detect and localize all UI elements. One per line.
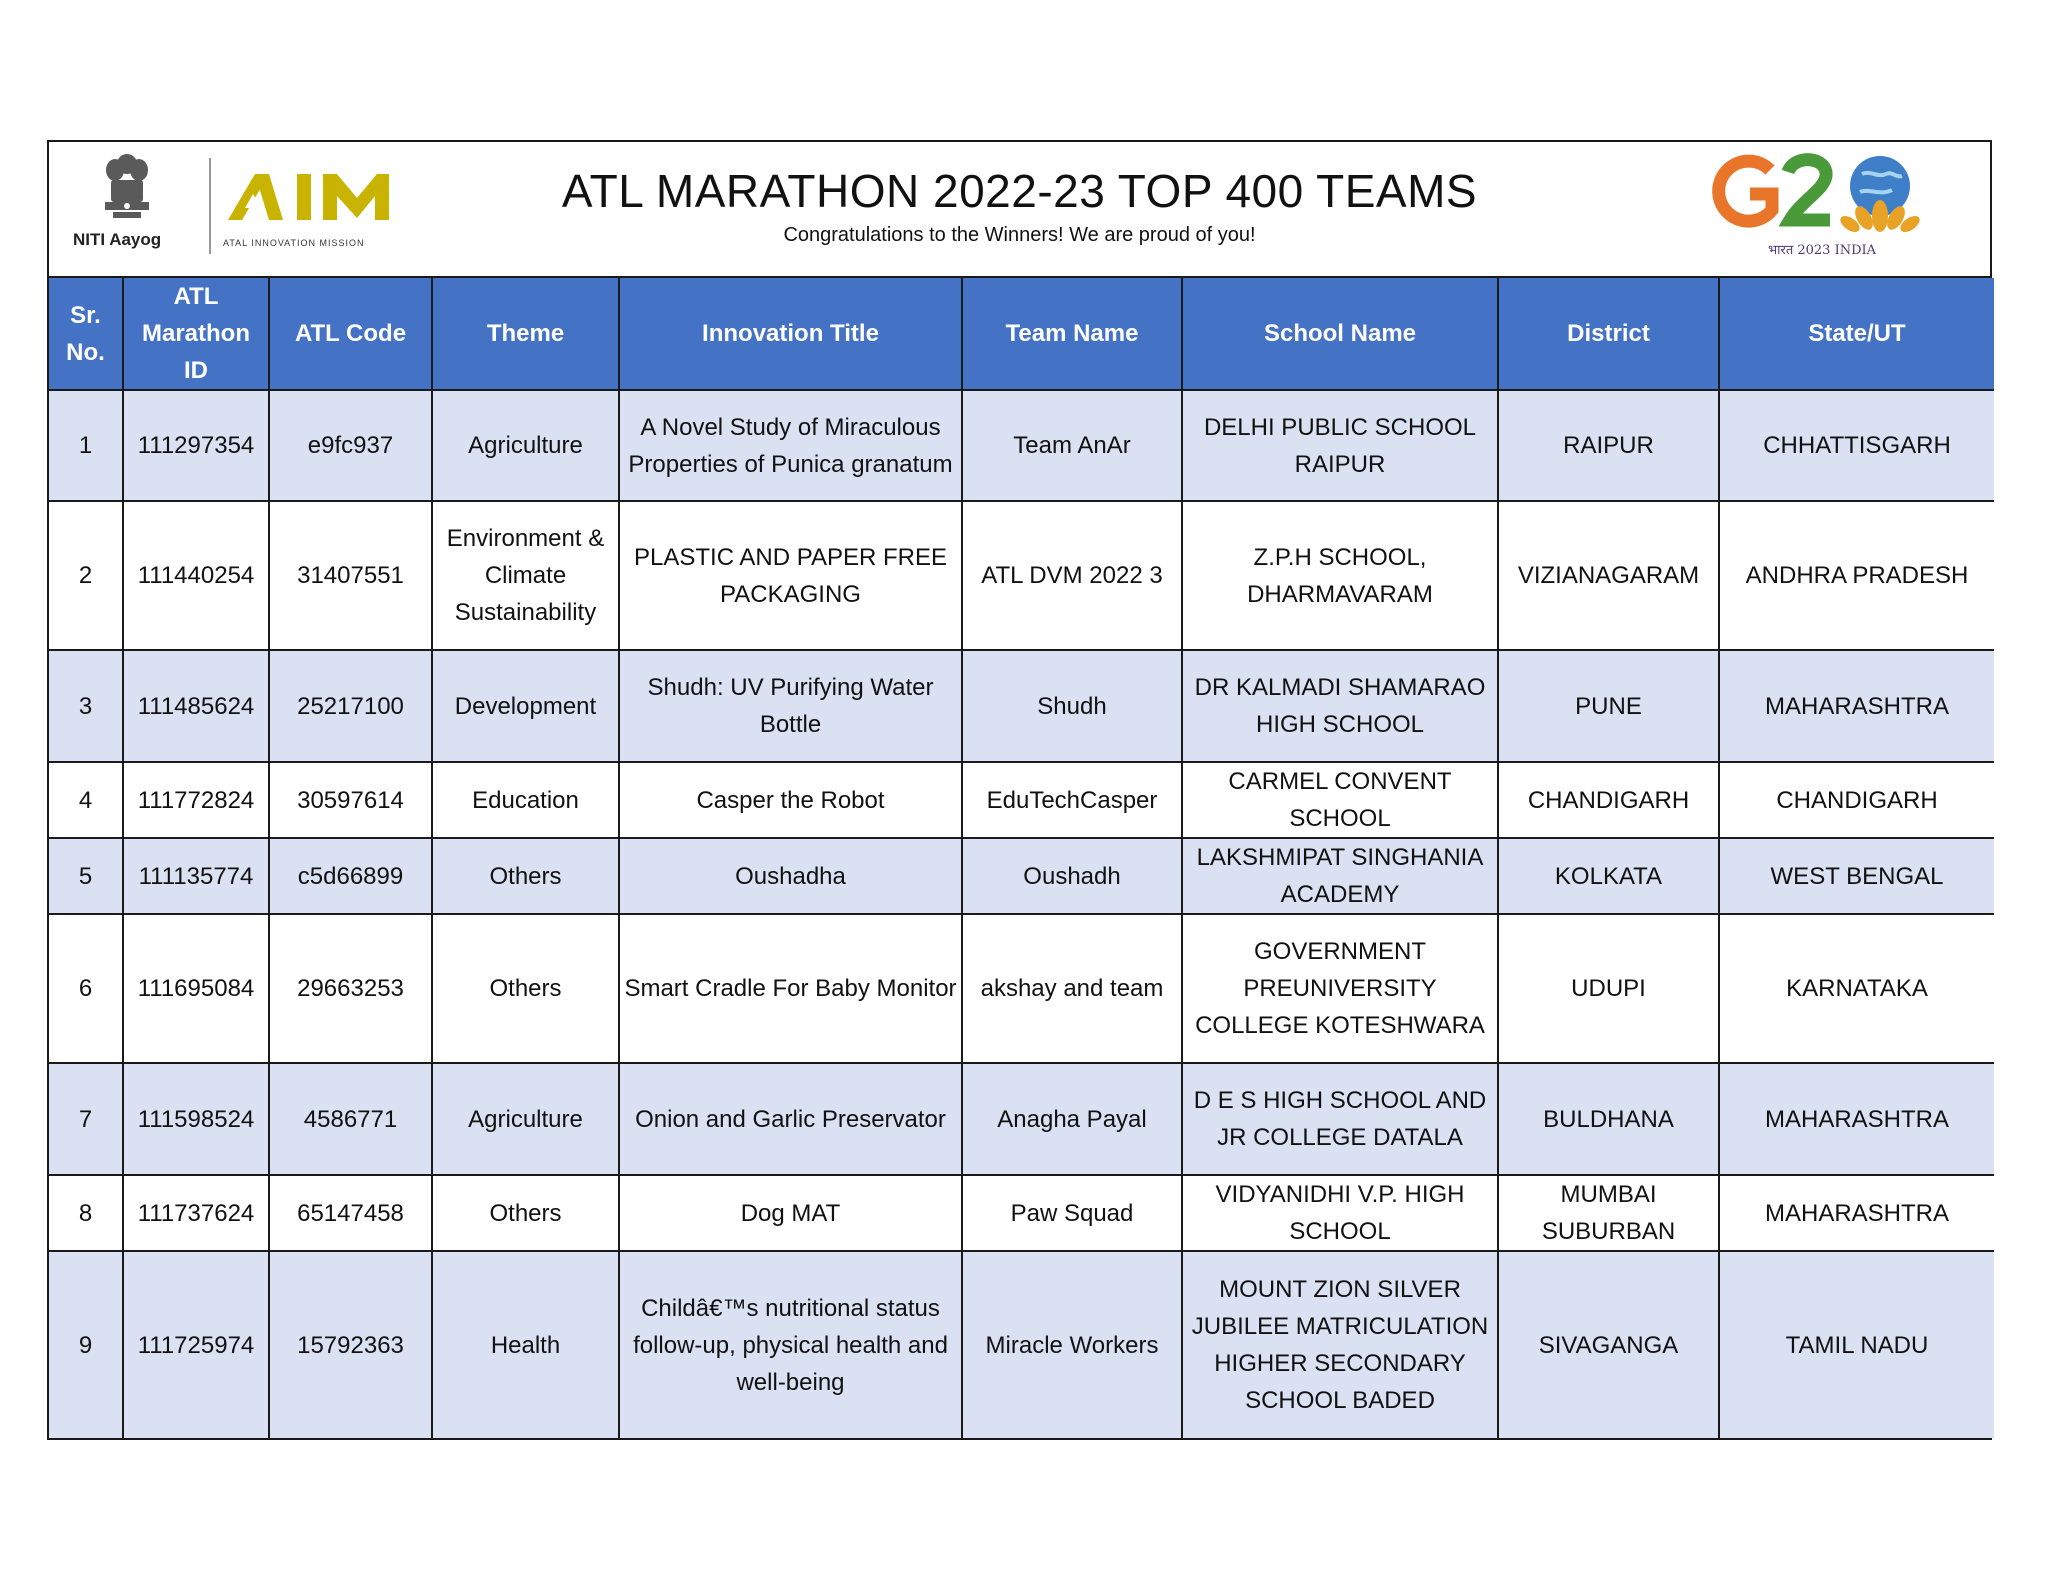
cell-state: ANDHRA PRADESH <box>1719 501 1994 650</box>
cell-marathon-id: 111297354 <box>123 390 269 501</box>
cell-school-name: DELHI PUBLIC SCHOOL RAIPUR <box>1182 390 1498 501</box>
cell-school-name: D E S HIGH SCHOOL AND JR COLLEGE DATALA <box>1182 1063 1498 1175</box>
cell-district: RAIPUR <box>1498 390 1719 501</box>
cell-team-name: Miracle Workers <box>962 1251 1182 1438</box>
cell-school-name: GOVERNMENT PREUNIVERSITY COLLEGE KOTESHWARA <box>1182 914 1498 1063</box>
cell-district: CHANDIGARH <box>1498 762 1719 838</box>
cell-state: KARNATAKA <box>1719 914 1994 1063</box>
cell-marathon-id: 111485624 <box>123 650 269 762</box>
cell-atl-code: e9fc937 <box>269 390 432 501</box>
cell-atl-code: 15792363 <box>269 1251 432 1438</box>
cell-sr-no: 2 <box>49 501 123 650</box>
cell-team-name: Shudh <box>962 650 1182 762</box>
table-row <box>49 1063 1994 1175</box>
niti-aayog-label: NITI Aayog <box>73 230 162 249</box>
cell-school-name: VIDYANIDHI V.P. HIGH SCHOOL <box>1182 1175 1498 1251</box>
cell-marathon-id: 111772824 <box>123 762 269 838</box>
cell-state: MAHARASHTRA <box>1719 1063 1994 1175</box>
cell-district: KOLKATA <box>1498 838 1719 914</box>
cell-team-name: Paw Squad <box>962 1175 1182 1251</box>
table-header-row <box>49 278 1994 390</box>
cell-theme: Environment & Climate Sustainability <box>432 501 619 650</box>
cell-theme: Education <box>432 762 619 838</box>
col-header-school-name: School Name <box>1182 278 1498 390</box>
cell-atl-code: 29663253 <box>269 914 432 1063</box>
table-row <box>49 914 1994 1063</box>
cell-marathon-id: 111737624 <box>123 1175 269 1251</box>
cell-sr-no: 7 <box>49 1063 123 1175</box>
cell-district: PUNE <box>1498 650 1719 762</box>
cell-school-name: MOUNT ZION SILVER JUBILEE MATRICULATION HIGHER SECONDARY SCHOOL BADED <box>1182 1251 1498 1438</box>
cell-atl-code: 25217100 <box>269 650 432 762</box>
cell-marathon-id: 111598524 <box>123 1063 269 1175</box>
cell-theme: Agriculture <box>432 1063 619 1175</box>
cell-school-name: LAKSHMIPAT SINGHANIA ACADEMY <box>1182 838 1498 914</box>
cell-state: WEST BENGAL <box>1719 838 1994 914</box>
cell-school-name: DR KALMADI SHAMARAO HIGH SCHOOL <box>1182 650 1498 762</box>
table-row <box>49 650 1994 762</box>
g20-caption: भारत 2023 INDIA <box>1768 243 1877 258</box>
col-header-atl-code: ATL Code <box>269 278 432 390</box>
cell-marathon-id: 111695084 <box>123 914 269 1063</box>
cell-innovation-title: PLASTIC AND PAPER FREE PACKAGING <box>619 501 962 650</box>
page-subtitle: Congratulations to the Winners! We are proud of you! <box>783 224 1256 246</box>
cell-state: MAHARASHTRA <box>1719 650 1994 762</box>
cell-state: CHHATTISGARH <box>1719 390 1994 501</box>
cell-team-name: Anagha Payal <box>962 1063 1182 1175</box>
col-header-district: District <box>1498 278 1719 390</box>
cell-marathon-id: 111725974 <box>123 1251 269 1438</box>
g20-lotus-globe-icon <box>1710 148 1930 240</box>
cell-sr-no: 6 <box>49 914 123 1063</box>
cell-state: TAMIL NADU <box>1719 1251 1994 1438</box>
cell-theme: Others <box>432 838 619 914</box>
cell-district: MUMBAI SUBURBAN <box>1498 1175 1719 1251</box>
cell-district: BULDHANA <box>1498 1063 1719 1175</box>
g20-logo <box>1710 148 1930 268</box>
table-row <box>49 390 1994 501</box>
cell-innovation-title: Casper the Robot <box>619 762 962 838</box>
cell-marathon-id: 111440254 <box>123 501 269 650</box>
cell-school-name: Z.P.H SCHOOL, DHARMAVARAM <box>1182 501 1498 650</box>
cell-innovation-title: A Novel Study of Miraculous Properties of Punica granatum <box>619 390 962 501</box>
document-sheet <box>47 140 1992 1440</box>
aim-caption: ATAL INNOVATION MISSION <box>223 238 365 248</box>
teams-table <box>49 278 1994 1438</box>
cell-team-name: Oushadh <box>962 838 1182 914</box>
cell-innovation-title: Smart Cradle For Baby Monitor <box>619 914 962 1063</box>
cell-theme: Health <box>432 1251 619 1438</box>
cell-sr-no: 1 <box>49 390 123 501</box>
cell-team-name: ATL DVM 2022 3 <box>962 501 1182 650</box>
cell-marathon-id: 111135774 <box>123 838 269 914</box>
cell-innovation-title: Shudh: UV Purifying Water Bottle <box>619 650 962 762</box>
cell-innovation-title: Childâ€™s nutritional status follow-up, physical health and well-being <box>619 1251 962 1438</box>
table-row <box>49 501 1994 650</box>
cell-school-name: CARMEL CONVENT SCHOOL <box>1182 762 1498 838</box>
cell-state: MAHARASHTRA <box>1719 1175 1994 1251</box>
col-header-state: State/UT <box>1719 278 1994 390</box>
cell-atl-code: c5d66899 <box>269 838 432 914</box>
col-header-innovation-title: Innovation Title <box>619 278 962 390</box>
col-header-marathon-id: ATL Marathon ID <box>123 278 269 390</box>
cell-atl-code: 4586771 <box>269 1063 432 1175</box>
cell-innovation-title: Oushadha <box>619 838 962 914</box>
cell-atl-code: 31407551 <box>269 501 432 650</box>
cell-theme: Others <box>432 914 619 1063</box>
table-row <box>49 1175 1994 1251</box>
cell-team-name: EduTechCasper <box>962 762 1182 838</box>
cell-district: VIZIANAGARAM <box>1498 501 1719 650</box>
cell-team-name: Team AnAr <box>962 390 1182 501</box>
cell-atl-code: 30597614 <box>269 762 432 838</box>
cell-sr-no: 5 <box>49 838 123 914</box>
page-title: ATL MARATHON 2022-23 TOP 400 TEAMS <box>561 165 1478 217</box>
col-header-sr-no: Sr. No. <box>49 278 123 390</box>
cell-district: UDUPI <box>1498 914 1719 1063</box>
col-header-theme: Theme <box>432 278 619 390</box>
col-header-team-name: Team Name <box>962 278 1182 390</box>
cell-team-name: akshay and team <box>962 914 1182 1063</box>
cell-sr-no: 9 <box>49 1251 123 1438</box>
cell-district: SIVAGANGA <box>1498 1251 1719 1438</box>
cell-innovation-title: Onion and Garlic Preservator <box>619 1063 962 1175</box>
table-row <box>49 838 1994 914</box>
cell-innovation-title: Dog MAT <box>619 1175 962 1251</box>
cell-sr-no: 8 <box>49 1175 123 1251</box>
table-row <box>49 1251 1994 1438</box>
cell-sr-no: 3 <box>49 650 123 762</box>
banner <box>49 142 1990 278</box>
cell-state: CHANDIGARH <box>1719 762 1994 838</box>
cell-theme: Others <box>432 1175 619 1251</box>
cell-sr-no: 4 <box>49 762 123 838</box>
table-row <box>49 762 1994 838</box>
cell-theme: Agriculture <box>432 390 619 501</box>
cell-theme: Development <box>432 650 619 762</box>
cell-atl-code: 65147458 <box>269 1175 432 1251</box>
